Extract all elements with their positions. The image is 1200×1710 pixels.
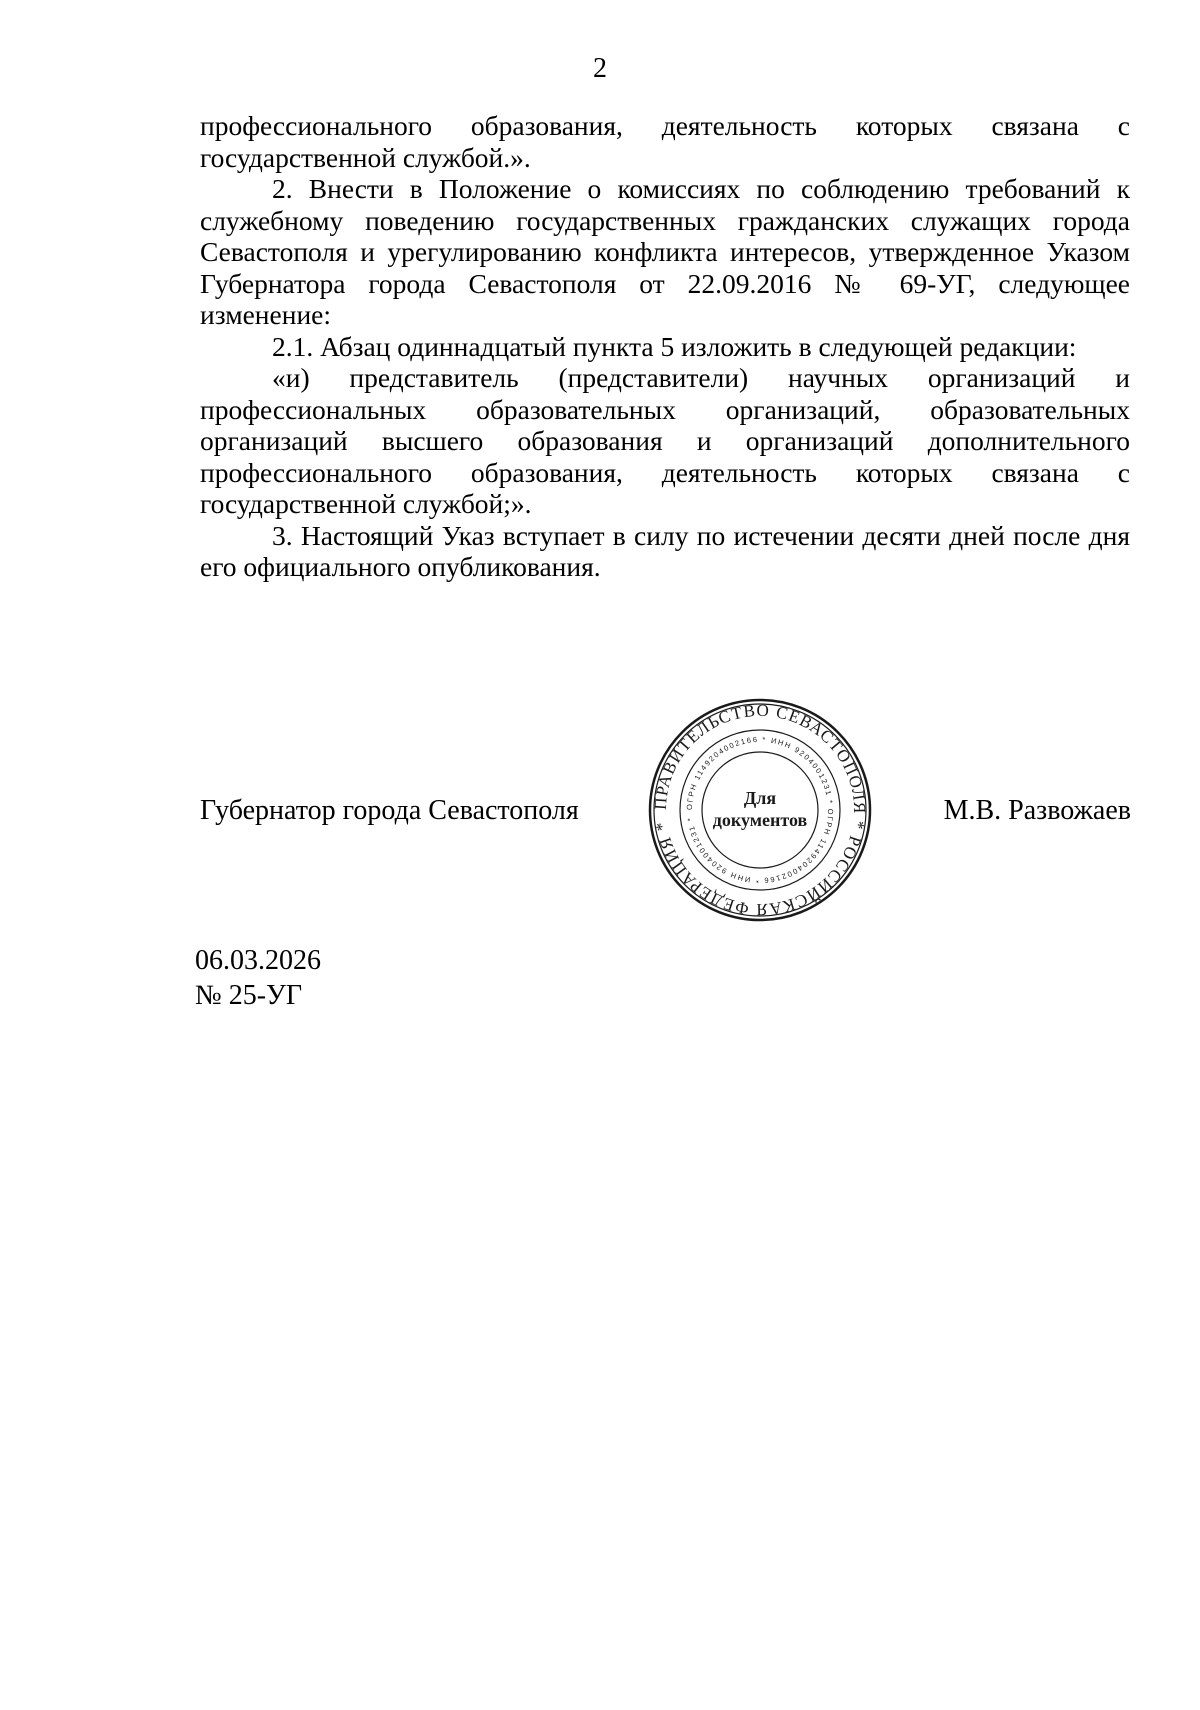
- paragraph-continuation: профессионального образования, деятельность которых связана с государственной службой.».: [200, 110, 1130, 173]
- seal-outer-text: ПРАВИТЕЛЬСТВО СЕВАСТОПОЛЯ * РОССИЙСКАЯ ФЕДЕРАЦИЯ *: [650, 700, 870, 920]
- decree-date: 06.03.2026: [195, 945, 321, 976]
- paragraph-item-3: 3. Настоящий Указ вступает в силу по истечении десяти дней после дня его официального опубликования.: [200, 519, 1130, 582]
- paragraph-quoted-amendment: «и) представитель (представители) научных организаций и профессиональных образовательных организаций, образовательных организаций высшего образования и организаций дополнительного профессионального образования, деятельность которых связана с государственной службой;».: [200, 362, 1130, 519]
- seal-inner-text: ОГРН 1149204002166 * ИНН 9204001231 * ОГРН 1149204002166 * ИНН 9204001231 *: [684, 734, 836, 886]
- seal-center-line1: Для: [743, 788, 777, 808]
- signatory-name: М.В. Развожаев: [943, 795, 1131, 826]
- seal-center-line2: документов: [712, 810, 808, 830]
- signatory-position: Губернатор города Севастополя: [200, 795, 579, 826]
- paragraph-item-2-1: 2.1. Абзац одиннадцатый пункта 5 изложить в следующей редакции:: [272, 330, 1077, 362]
- paragraph-item-2: 2. Внести в Положение о комиссиях по соблюдению требований к служебному поведению государственных гражданских служащих города Севастополя и урегулированию конфликта интересов, утвержденное Указом Губернатора города Севастополя от 22.09.2016 № 69-УГ, следующее изменение:: [200, 173, 1130, 330]
- decree-body: [200, 110, 1130, 583]
- decree-number: № 25-УГ: [195, 980, 303, 1011]
- page-number: 2: [593, 53, 607, 84]
- official-seal: [648, 698, 872, 922]
